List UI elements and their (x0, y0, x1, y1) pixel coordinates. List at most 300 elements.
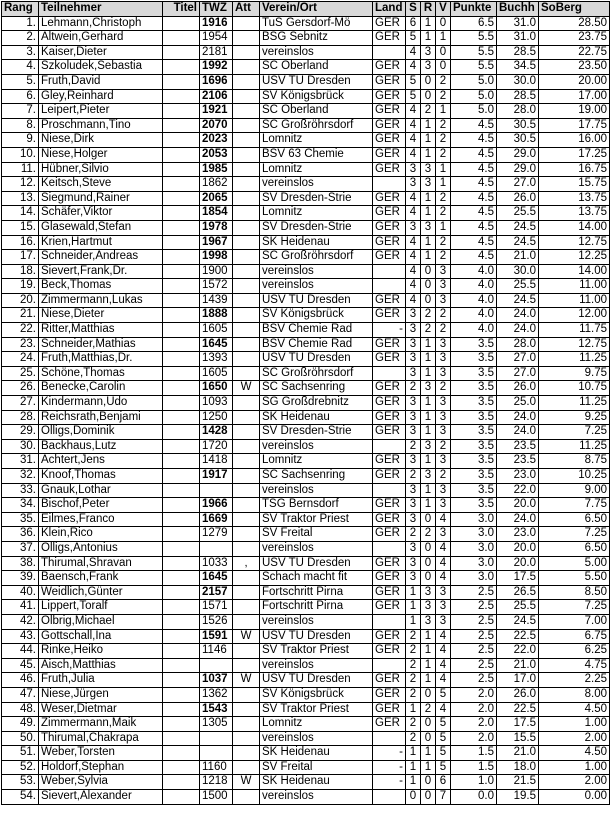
cell-verein: Fortschritt Pirna (260, 585, 373, 600)
cell-titel (163, 396, 200, 411)
cell-titel (163, 673, 200, 688)
cell-att (233, 731, 260, 746)
cell-s: 3 (406, 556, 421, 571)
cell-punkte: 2.5 (451, 629, 497, 644)
cell-v: 4 (436, 541, 451, 556)
cell-land (373, 790, 406, 805)
cell-rang: 54. (2, 790, 39, 805)
cell-s: 3 (406, 366, 421, 381)
cell-land: GER (373, 118, 406, 133)
cell-land: GER (373, 191, 406, 206)
cell-v: 4 (436, 512, 451, 527)
cell-rang: 20. (2, 293, 39, 308)
cell-verein: SV Königsbrück (260, 308, 373, 323)
cell-r: 1 (421, 673, 436, 688)
table-row (2, 74, 610, 89)
table-row (2, 191, 610, 206)
cell-rang: 14. (2, 206, 39, 221)
cell-twz: 2065 (200, 191, 233, 206)
cell-v: 1 (436, 162, 451, 177)
cell-punkte: 4.5 (451, 206, 497, 221)
cell-v: 3 (436, 293, 451, 308)
cell-teilnehmer: Baensch,Frank (39, 571, 163, 586)
cell-att (233, 308, 260, 323)
cell-buchh: 24.0 (497, 308, 539, 323)
cell-land: GER (373, 162, 406, 177)
cell-twz: 1720 (200, 439, 233, 454)
cell-r: 3 (421, 585, 436, 600)
cell-land: GER (373, 469, 406, 484)
cell-soberg: 11.75 (539, 323, 610, 338)
cell-punkte: 4.0 (451, 323, 497, 338)
cell-buchh: 23.0 (497, 527, 539, 542)
cell-v: 2 (436, 191, 451, 206)
cell-s: 3 (406, 177, 421, 192)
table-row (2, 425, 610, 440)
table-row (2, 541, 610, 556)
cell-punkte: 4.5 (451, 133, 497, 148)
cell-twz: 1985 (200, 162, 233, 177)
cell-titel (163, 498, 200, 513)
cell-punkte: 4.5 (451, 162, 497, 177)
cell-verein: Lomnitz (260, 454, 373, 469)
cell-teilnehmer: Altwein,Gerhard (39, 31, 163, 46)
cell-buchh: 22.5 (497, 629, 539, 644)
cell-v: 4 (436, 673, 451, 688)
cell-titel (163, 191, 200, 206)
cell-soberg: 2.00 (539, 731, 610, 746)
cell-teilnehmer: Lehmann,Christoph (39, 16, 163, 31)
cell-buchh: 27.0 (497, 352, 539, 367)
cell-rang: 17. (2, 250, 39, 265)
table-row (2, 60, 610, 75)
table-row (2, 381, 610, 396)
cell-titel (163, 366, 200, 381)
cell-att (233, 147, 260, 162)
cell-land: GER (373, 498, 406, 513)
cell-buchh: 25.5 (497, 279, 539, 294)
cell-rang: 4. (2, 60, 39, 75)
header-soberg[interactable]: SoBerg (539, 2, 610, 17)
cell-twz: 1543 (200, 702, 233, 717)
cell-s: 5 (406, 89, 421, 104)
cell-buchh: 23.5 (497, 454, 539, 469)
cell-s: 2 (406, 644, 421, 659)
cell-att (233, 687, 260, 702)
cell-v: 3 (436, 264, 451, 279)
cell-punkte: 4.5 (451, 235, 497, 250)
cell-att: W (233, 629, 260, 644)
cell-teilnehmer: Szkoludek,Sebastia (39, 60, 163, 75)
cell-att (233, 352, 260, 367)
cell-soberg: 20.00 (539, 74, 610, 89)
cell-soberg: 11.25 (539, 439, 610, 454)
cell-twz: 2053 (200, 147, 233, 162)
cell-verein: TSG Bernsdorf (260, 498, 373, 513)
cell-punkte: 3.5 (451, 483, 497, 498)
table-row (2, 250, 610, 265)
header-r[interactable]: R (421, 2, 436, 17)
cell-land: - (373, 775, 406, 790)
cell-titel (163, 293, 200, 308)
cell-s: 1 (406, 746, 421, 761)
cell-v: 3 (436, 279, 451, 294)
cell-s: 4 (406, 147, 421, 162)
table-row (2, 293, 610, 308)
cell-soberg: 13.75 (539, 191, 610, 206)
table-row (2, 746, 610, 761)
cell-r: 1 (421, 147, 436, 162)
cell-buchh: 25.5 (497, 600, 539, 615)
cell-teilnehmer: Schneider,Andreas (39, 250, 163, 265)
cell-s: 2 (406, 658, 421, 673)
cell-att (233, 454, 260, 469)
cell-r: 3 (421, 60, 436, 75)
cell-twz: 1526 (200, 614, 233, 629)
cell-twz: 1037 (200, 673, 233, 688)
cell-titel (163, 133, 200, 148)
cell-land: GER (373, 717, 406, 732)
header-titel[interactable]: Titel (163, 2, 200, 17)
cell-land: GER (373, 629, 406, 644)
cell-titel (163, 74, 200, 89)
cell-twz: 1954 (200, 31, 233, 46)
cell-s: 4 (406, 293, 421, 308)
cell-v: 4 (436, 629, 451, 644)
cell-teilnehmer: Fruth,Julia (39, 673, 163, 688)
cell-land: GER (373, 571, 406, 586)
cell-s: 3 (406, 220, 421, 235)
cell-land: GER (373, 308, 406, 323)
cell-twz: 1160 (200, 760, 233, 775)
cell-titel (163, 16, 200, 31)
cell-r: 1 (421, 118, 436, 133)
cell-soberg: 0.00 (539, 790, 610, 805)
cell-verein: SK Heidenau (260, 775, 373, 790)
cell-punkte: 3.0 (451, 512, 497, 527)
cell-v: 3 (436, 498, 451, 513)
cell-land: GER (373, 585, 406, 600)
cell-att: W (233, 381, 260, 396)
cell-r: 1 (421, 425, 436, 440)
cell-teilnehmer: Krien,Hartmut (39, 235, 163, 250)
cell-teilnehmer: Siegmund,Rainer (39, 191, 163, 206)
cell-v: 5 (436, 687, 451, 702)
cell-rang: 44. (2, 644, 39, 659)
cell-buchh: 17.5 (497, 717, 539, 732)
cell-land: GER (373, 381, 406, 396)
cell-soberg: 11.00 (539, 279, 610, 294)
cell-soberg: 9.75 (539, 366, 610, 381)
cell-punkte: 3.5 (451, 454, 497, 469)
cell-verein: Lomnitz (260, 133, 373, 148)
cell-rang: 29. (2, 425, 39, 440)
cell-verein: USV TU Dresden (260, 629, 373, 644)
cell-teilnehmer: Weidlich,Günter (39, 585, 163, 600)
cell-buchh: 21.5 (497, 775, 539, 790)
cell-verein: vereinslos (260, 658, 373, 673)
cell-att (233, 206, 260, 221)
cell-teilnehmer: Kindermann,Udo (39, 396, 163, 411)
cell-twz: 1645 (200, 337, 233, 352)
cell-rang: 25. (2, 366, 39, 381)
cell-buchh: 24.5 (497, 614, 539, 629)
cell-verein: vereinslos (260, 177, 373, 192)
cell-rang: 34. (2, 498, 39, 513)
cell-titel (163, 118, 200, 133)
cell-twz: 1500 (200, 790, 233, 805)
cell-v: 0 (436, 60, 451, 75)
cell-titel (163, 527, 200, 542)
cell-twz: 1218 (200, 775, 233, 790)
cell-r: 1 (421, 337, 436, 352)
cell-r: 1 (421, 366, 436, 381)
cell-s: 2 (406, 673, 421, 688)
table-row (2, 104, 610, 119)
cell-twz: 1418 (200, 454, 233, 469)
cell-twz: 1250 (200, 410, 233, 425)
cell-att (233, 527, 260, 542)
cell-land: GER (373, 600, 406, 615)
cell-soberg: 1.00 (539, 760, 610, 775)
cell-rang: 10. (2, 147, 39, 162)
cell-twz: 1696 (200, 74, 233, 89)
cell-att (233, 60, 260, 75)
cell-buchh: 24.5 (497, 220, 539, 235)
cell-teilnehmer: Reichsrath,Benjami (39, 410, 163, 425)
cell-v: 4 (436, 658, 451, 673)
header-v[interactable]: V (436, 2, 451, 17)
cell-buchh: 26.0 (497, 381, 539, 396)
cell-titel (163, 147, 200, 162)
cell-v: 2 (436, 250, 451, 265)
cell-verein: USV TU Dresden (260, 74, 373, 89)
cell-r: 3 (421, 469, 436, 484)
table-row (2, 600, 610, 615)
cell-soberg: 6.25 (539, 644, 610, 659)
cell-teilnehmer: Achtert,Jens (39, 454, 163, 469)
cell-v: 5 (436, 717, 451, 732)
cell-titel (163, 702, 200, 717)
table-row (2, 439, 610, 454)
cell-s: 3 (406, 337, 421, 352)
header-buchh[interactable]: Buchh (497, 2, 539, 17)
cell-punkte: 5.5 (451, 60, 497, 75)
cell-land: GER (373, 527, 406, 542)
cell-s: 1 (406, 702, 421, 717)
cell-soberg: 8.75 (539, 454, 610, 469)
cell-v: 2 (436, 89, 451, 104)
cell-twz: 1146 (200, 644, 233, 659)
cell-r: 2 (421, 527, 436, 542)
cell-soberg: 7.75 (539, 498, 610, 513)
cell-land: GER (373, 352, 406, 367)
cell-s: 3 (406, 323, 421, 338)
cell-titel (163, 352, 200, 367)
cell-soberg: 10.25 (539, 469, 610, 484)
cell-land (373, 614, 406, 629)
cell-soberg: 16.00 (539, 133, 610, 148)
cell-v: 4 (436, 556, 451, 571)
table-row (2, 308, 610, 323)
cell-att (233, 16, 260, 31)
cell-titel (163, 206, 200, 221)
cell-titel (163, 469, 200, 484)
cell-titel (163, 571, 200, 586)
table-row (2, 45, 610, 60)
cell-buchh: 28.0 (497, 337, 539, 352)
header-punkte[interactable]: Punkte (451, 2, 497, 17)
table-row (2, 498, 610, 513)
cell-twz: 1591 (200, 629, 233, 644)
cell-punkte: 4.0 (451, 308, 497, 323)
table-row (2, 337, 610, 352)
cell-rang: 13. (2, 191, 39, 206)
cell-land (373, 177, 406, 192)
cell-verein: SK Heidenau (260, 235, 373, 250)
cell-titel (163, 220, 200, 235)
table-row (2, 206, 610, 221)
cell-verein: Lomnitz (260, 162, 373, 177)
cell-r: 0 (421, 731, 436, 746)
cell-s: 2 (406, 629, 421, 644)
cell-verein: vereinslos (260, 790, 373, 805)
cell-verein: vereinslos (260, 279, 373, 294)
cell-buchh: 17.0 (497, 673, 539, 688)
cell-twz: 1362 (200, 687, 233, 702)
header-rang[interactable]: Rang (2, 2, 39, 17)
cell-buchh: 26.0 (497, 191, 539, 206)
cell-rang: 26. (2, 381, 39, 396)
cell-titel (163, 250, 200, 265)
cell-soberg: 17.00 (539, 89, 610, 104)
cell-v: 2 (436, 308, 451, 323)
cell-att (233, 425, 260, 440)
cell-v: 3 (436, 483, 451, 498)
cell-att (233, 191, 260, 206)
cell-punkte: 2.5 (451, 644, 497, 659)
cell-rang: 40. (2, 585, 39, 600)
cell-soberg: 11.25 (539, 396, 610, 411)
cell-buchh: 26.5 (497, 585, 539, 600)
table-row (2, 323, 610, 338)
cell-r: 1 (421, 658, 436, 673)
cell-s: 3 (406, 396, 421, 411)
cell-r: 2 (421, 323, 436, 338)
header-verein[interactable]: Verein/Ort (260, 2, 373, 17)
cell-v: 2 (436, 381, 451, 396)
cell-punkte: 4.5 (451, 220, 497, 235)
cell-s: 1 (406, 614, 421, 629)
cell-teilnehmer: Thirumal,Chakrapa (39, 731, 163, 746)
cell-verein: Lomnitz (260, 717, 373, 732)
table-row (2, 717, 610, 732)
cell-r: 0 (421, 790, 436, 805)
cell-rang: 6. (2, 89, 39, 104)
cell-punkte: 6.5 (451, 16, 497, 31)
cell-soberg: 12.00 (539, 308, 610, 323)
cell-teilnehmer: Gottschall,Ina (39, 629, 163, 644)
cell-buchh: 24.5 (497, 293, 539, 308)
cell-titel (163, 235, 200, 250)
cell-land: GER (373, 60, 406, 75)
cell-punkte: 2.5 (451, 614, 497, 629)
cell-punkte: 4.5 (451, 147, 497, 162)
cell-rang: 30. (2, 439, 39, 454)
cell-r: 3 (421, 220, 436, 235)
cell-teilnehmer: Keitsch,Steve (39, 177, 163, 192)
cell-punkte: 4.0 (451, 293, 497, 308)
cell-land: - (373, 746, 406, 761)
cell-teilnehmer: Eilmes,Franco (39, 512, 163, 527)
cell-verein: SK Heidenau (260, 746, 373, 761)
cell-teilnehmer: Gnauk,Lothar (39, 483, 163, 498)
cell-r: 1 (421, 746, 436, 761)
cell-v: 3 (436, 337, 451, 352)
cell-s: 3 (406, 308, 421, 323)
cell-s: 5 (406, 31, 421, 46)
cell-r: 1 (421, 250, 436, 265)
cell-rang: 51. (2, 746, 39, 761)
cell-verein: vereinslos (260, 614, 373, 629)
cell-rang: 42. (2, 614, 39, 629)
cell-verein: SC Oberland (260, 60, 373, 75)
cell-land: - (373, 760, 406, 775)
cell-att (233, 279, 260, 294)
cell-titel (163, 308, 200, 323)
cell-twz: 1605 (200, 366, 233, 381)
header-land[interactable]: Land (373, 2, 406, 17)
cell-rang: 27. (2, 396, 39, 411)
cell-rang: 15. (2, 220, 39, 235)
cell-punkte: 4.5 (451, 191, 497, 206)
cell-rang: 49. (2, 717, 39, 732)
cell-v: 2 (436, 235, 451, 250)
cell-twz: 1888 (200, 308, 233, 323)
cell-att (233, 483, 260, 498)
cell-att (233, 31, 260, 46)
table-row (2, 629, 610, 644)
header-att[interactable]: Att (233, 2, 260, 17)
cell-punkte: 3.5 (451, 498, 497, 513)
cell-verein: Schach macht fit (260, 571, 373, 586)
table-row (2, 177, 610, 192)
header-twz[interactable]: TWZ (200, 2, 233, 17)
cell-verein: SV Traktor Priest (260, 512, 373, 527)
cell-verein: SG Großdrebnitz (260, 396, 373, 411)
header-s[interactable]: S (406, 2, 421, 17)
cell-soberg: 4.50 (539, 702, 610, 717)
cell-verein: vereinslos (260, 439, 373, 454)
cell-verein: vereinslos (260, 264, 373, 279)
header-teilnehmer[interactable]: Teilnehmer (39, 2, 163, 17)
cell-rang: 48. (2, 702, 39, 717)
cell-soberg: 6.50 (539, 541, 610, 556)
cell-rang: 24. (2, 352, 39, 367)
cell-soberg: 9.25 (539, 410, 610, 425)
cell-verein: SC Großröhrsdorf (260, 366, 373, 381)
table-row (2, 410, 610, 425)
cell-s: 4 (406, 279, 421, 294)
table-row (2, 89, 610, 104)
table-row (2, 658, 610, 673)
cell-land: GER (373, 89, 406, 104)
cell-s: 6 (406, 16, 421, 31)
cell-soberg: 6.50 (539, 512, 610, 527)
cell-twz: 1978 (200, 220, 233, 235)
cell-land (373, 264, 406, 279)
cell-v: 4 (436, 644, 451, 659)
